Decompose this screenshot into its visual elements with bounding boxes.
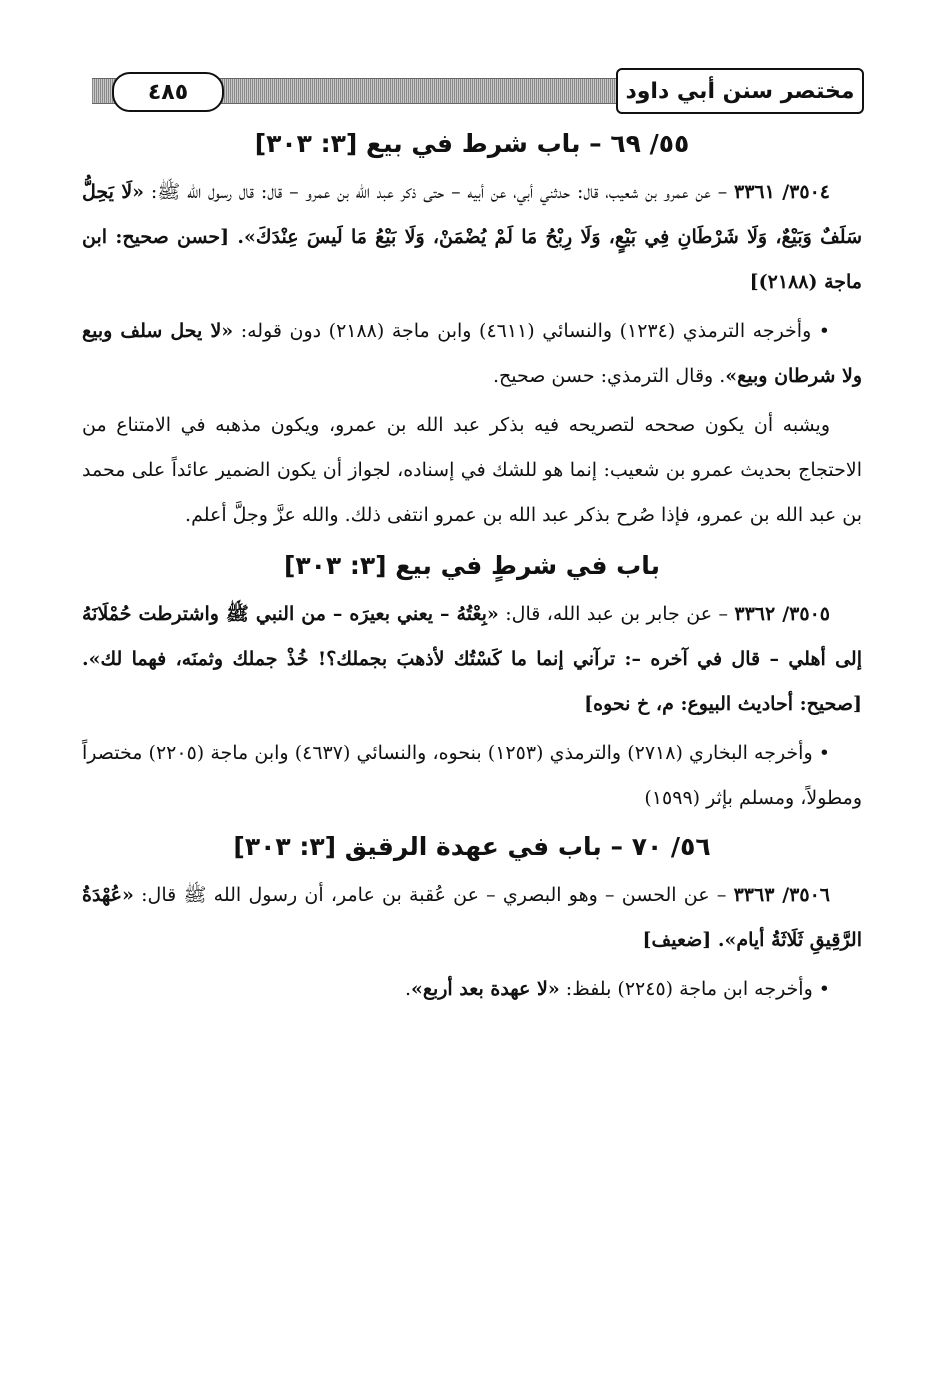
note-quote: «لا يحل سلف وبيع ولا شرطان وبيع» (82, 320, 862, 387)
hadith-chain: – عن عمرو بن شعيب، قال: حدثني أبي، عن أبيه – حتى ذكر عبد الله بن عمرو – قال: قال رسول الله ﷺ: (144, 181, 734, 203)
page-number: ٤٨٥ (112, 72, 224, 112)
takhrij-note (82, 731, 862, 821)
chapter-heading: ٥٦/ ٧٠ – باب في عهدة الرقيق [٣: ٣٠٣] (233, 832, 711, 861)
hadith-quote: «عُهْدَةُ الرَّقِيقِ ثَلَاثَةُ أيام». [ضعيف] (82, 884, 862, 951)
hadith-paragraph (82, 170, 862, 305)
note-suffix: . (404, 978, 411, 1000)
hadith-chain: – عن جابر بن عبد الله، قال: (498, 603, 735, 625)
chapter-heading: باب في شرطٍ في بيع [٣: ٣٠٣] (283, 551, 661, 580)
note-text: • وأخرجه ابن ماجة (٢٢٤٥) بلفظ: (559, 978, 830, 1000)
note-text: • وأخرجه الترمذي (١٢٣٤) والنسائي (٤٦١١) وابن ماجة (٢١٨٨) دون قوله: (233, 320, 830, 342)
hadith-number: ٣٥٠٥/ ٣٣٦٢ (734, 603, 830, 625)
hadith-quote: «لَا يَحِلُّ سَلَفٌ وَبَيْعٌ، وَلَا شَرْطَانِ فِي بَيْعٍ، وَلَا رِبْحُ مَا لَمْ يُضْمَنْ، وَلَا بَيْعُ مَا لَيسَ عِنْدَكَ». [حسن صحيح: ابن ماجة (٢١٨٨)] (82, 181, 862, 293)
hadith-number: ٣٥٠٦/ ٣٣٦٣ (733, 884, 830, 906)
hadith-quote: «بِعْتُهُ – يعني بعيرَه – من النبي ﷺ واشترطت حُمْلَانَهُ إلى أهلي – قال في آخره –: ترآني إنما ما كَسْتُك لأذهبَ بجملك؟! خُذْ جملك وثمنَه، فهما لك». [صحيح: أحاديث البيوع: م، خ نحوه] (82, 603, 862, 715)
note-quote: «لا عهدة بعد أربع» (410, 978, 560, 1000)
takhrij-note (82, 309, 862, 399)
hadith-number: ٣٥٠٤/ ٣٣٦١ (734, 181, 830, 203)
note-text: • وأخرجه البخاري (٢٧١٨) والترمذي (١٢٥٣) بنحوه، والنسائي (٤٦٣٧) وابن ماجة (٢٢٠٥) مختصراً ومطولاً، ومسلم بإثر (١٥٩٩) (82, 742, 862, 809)
hadith-paragraph (82, 592, 862, 727)
takhrij-note (82, 967, 862, 1012)
book-title: مختصر سنن أبي داود (616, 68, 864, 114)
note-suffix: . وقال الترمذي: حسن صحيح. (492, 365, 726, 387)
chapter-heading: ٥٥/ ٦٩ – باب شرط في بيع [٣: ٣٠٣] (254, 129, 690, 158)
page-body (82, 124, 862, 1012)
hadith-paragraph (82, 873, 862, 963)
hadith-chain: – عن الحسن – وهو البصري – عن عُقبة بن عامر، أن رسول الله ﷺ قال: (133, 884, 734, 906)
page-header (92, 68, 864, 114)
commentary-paragraph: ويشبه أن يكون صححه لتصريحه فيه بذكر عبد الله بن عمرو، ويكون مذهبه في الامتناع من الاحتجاج بحديث عمرو بن شعيب: إنما هو للشك في إسناده، لجواز أن يكون الضمير عائداً على محمد بن عبد الله بن عمرو، فإذا صُرح بذكر عبد الله بن عمرو انتفى ذلك. والله عزَّ وجلَّ أعلم. (82, 414, 862, 526)
